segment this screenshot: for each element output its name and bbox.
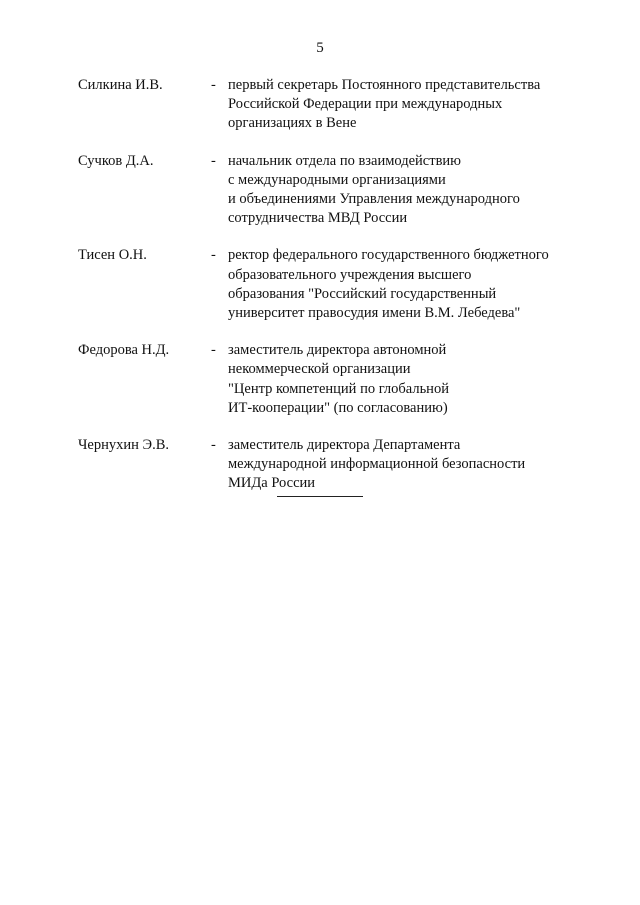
member-position	[228, 436, 618, 494]
position-line: некоммерческой организации	[228, 361, 411, 378]
member-entry	[0, 341, 640, 418]
page-number: 5	[316, 40, 324, 56]
member-dash: -	[211, 342, 216, 359]
member-entry	[0, 76, 640, 134]
position-line: заместитель директора Департамента	[228, 437, 461, 454]
member-name: Силкина И.В.	[78, 77, 163, 93]
position-line: МИДа России	[228, 475, 316, 492]
position-line: начальник отдела по взаимодействию	[228, 152, 462, 169]
position-line: заместитель директора автономной	[228, 342, 447, 359]
member-entry	[0, 152, 640, 229]
member-name: Чернухин Э.В.	[78, 437, 170, 454]
position-line: организациях в Вене	[228, 115, 357, 132]
member-name: Тисен О.Н.	[78, 247, 147, 264]
member-position	[228, 341, 618, 418]
position-line: образовательного учреждения высшего	[228, 266, 472, 283]
position-line: международной информационной безопасности	[228, 456, 526, 473]
position-line: с международными организациями	[228, 171, 446, 188]
member-entry	[0, 246, 640, 323]
position-line: Российской Федерации при международных	[228, 96, 503, 113]
position-line: университет правосудия имени В.М. Лебедева"	[228, 305, 521, 322]
position-line: и объединениями Управления международного	[228, 191, 520, 208]
member-name: Федорова Н.Д.	[78, 342, 170, 359]
member-dash: -	[211, 247, 216, 264]
position-line: "Центр компетенций по глобальной	[228, 380, 449, 397]
position-line: первый секретарь Постоянного представительства	[228, 77, 541, 93]
member-entry	[0, 436, 640, 494]
end-of-list-rule	[277, 496, 363, 497]
member-position	[228, 152, 618, 229]
member-position	[228, 76, 618, 134]
member-list	[0, 76, 640, 512]
position-line: ИТ-кооперации" (по согласованию)	[228, 399, 448, 416]
member-dash: -	[211, 152, 216, 169]
member-name: Сучков Д.А.	[78, 152, 154, 169]
member-dash: -	[211, 437, 216, 454]
position-line: ректор федерального государственного бюджетного	[228, 247, 549, 264]
member-dash: -	[211, 77, 216, 93]
position-line: сотрудничества МВД России	[228, 210, 408, 227]
position-line: образования "Российский государственный	[228, 285, 497, 302]
member-position	[228, 246, 618, 323]
